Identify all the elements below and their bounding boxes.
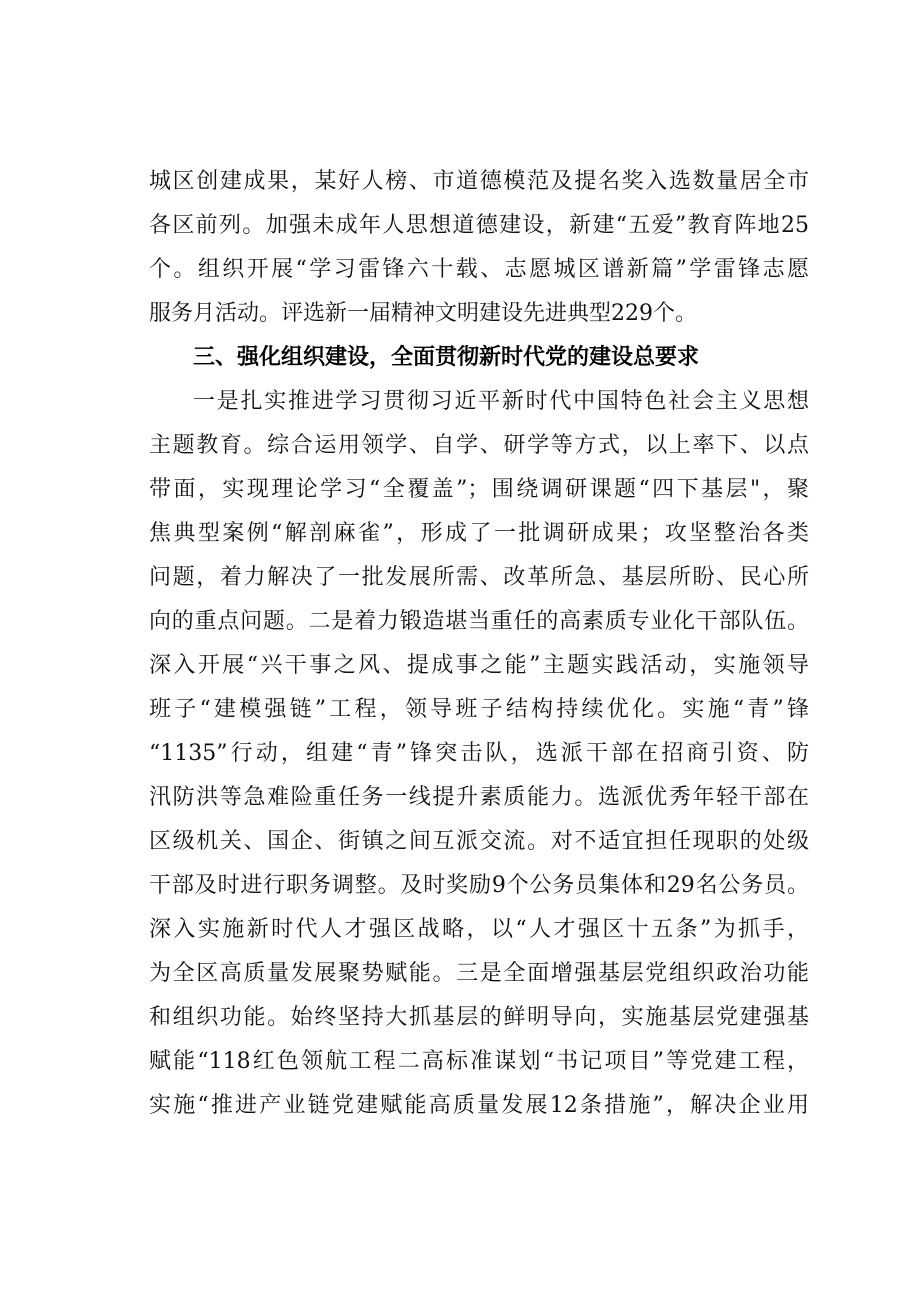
text-line: 为全区高质量发展聚势赋能。三是全面增强基层党组织政治功能 (149, 961, 809, 986)
text-line: 汛防洪等急难险重任务一线提升素质能力。选派优秀年轻干部在 (149, 785, 809, 810)
text-line: 服务月活动。评选新一届精神文明建设先进典型229个。 (149, 301, 697, 326)
text-line: 干部及时进行职务调整。及时奖励9个公务员集体和29名公务员。 (149, 873, 809, 898)
text-line: 主题教育。综合运用领学、自学、研学等方式，以上率下、以点 (149, 433, 809, 458)
document-body (149, 160, 809, 1128)
text-line: 城区创建成果，某好人榜、市道德模范及提名奖入选数量居全市 (149, 169, 809, 194)
text-line: 深入开展“兴干事之风、提成事之能”主题实践活动，实施领导 (149, 653, 809, 678)
text-line: 实施“推进产业链党建赋能高质量发展12条措施”，解决企业用 (149, 1093, 809, 1118)
text-line: “1135”行动，组建“青”锋突击队，选派干部在招商引资、防 (149, 741, 809, 766)
text-line: 和组织功能。始终坚持大抓基层的鲜明导向，实施基层党建强基 (149, 1005, 809, 1030)
text-line: 个。组织开展“学习雷锋六十载、志愿城区谱新篇”学雷锋志愿 (149, 257, 809, 282)
text-line: 问题，着力解决了一批发展所需、改革所急、基层所盼、民心所 (149, 565, 809, 590)
text-line: 深入实施新时代人才强区战略，以“人才强区十五条”为抓手， (149, 917, 809, 942)
text-line: 班子“建模强链”工程，领导班子结构持续优化。实施“青”锋 (149, 697, 809, 722)
text-line: 赋能“118红色领航工程二高标准谋划“书记项目”等党建工程， (149, 1049, 809, 1074)
text-line: 带面，实现理论学习“全覆盖”；围绕调研课题“四下基层"，聚 (149, 477, 809, 502)
text-line: 区级机关、国企、街镇之间互派交流。对不适宜担任现职的处级 (149, 829, 809, 854)
text-line: 焦典型案例“解剖麻雀”，形成了一批调研成果；攻坚整治各类 (149, 521, 809, 546)
text-line: 向的重点问题。二是着力锻造堪当重任的高素质专业化干部队伍。 (149, 609, 809, 634)
section-heading: 三、强化组织建设，全面贯彻新时代党的建设总要求 (193, 345, 700, 370)
text-line: 各区前列。加强未成年人思想道德建设，新建“五爱”教育阵地25 (149, 213, 809, 238)
text-line: 一是扎实推进学习贯彻习近平新时代中国特色社会主义思想 (193, 389, 809, 414)
